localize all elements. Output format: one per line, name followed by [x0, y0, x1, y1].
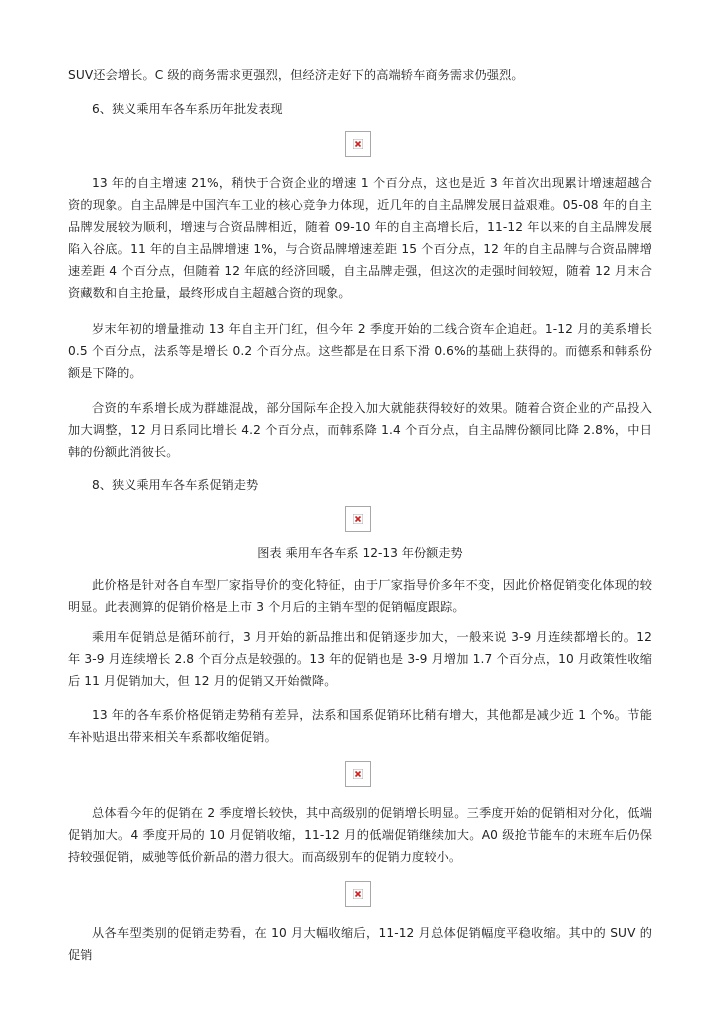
broken-image-icon — [353, 139, 363, 149]
broken-image-icon — [353, 769, 363, 779]
broken-image-4 — [345, 881, 371, 907]
broken-image-1 — [345, 131, 371, 157]
paragraph-overall-promotion: 总体看今年的促销在 2 季度增长较快，其中高级别的促销增长明显。三季度开始的促销相对分化，低端促销加大。4 季度开局的 10 月促销收缩，11-12 月的低端促销继续加大。A0 级抢节能车的末班车后仍保持较强促销，威驰等低价新品的潜力很大。而高级别车的促销力度较小。 — [68, 806, 652, 864]
section-heading-8: 8、狭义乘用车各车系促销走势 — [92, 478, 259, 492]
broken-image-2 — [345, 506, 371, 532]
paragraph-year-start: 岁末年初的增量推动 13 年自主开门红，但今年 2 季度开始的二线合资车企追赶。1-12 月的美系增长 0.5 个百分点，法系等是增长 0.2 个百分点。这些都是在日系下滑 0.6%的基础上获得的。而德系和韩系份额是下降的。 — [68, 322, 652, 380]
paragraph-vehicle-type-promotion: 从各车型类别的促销走势看，在 10 月大幅收缩后，11-12 月总体促销幅度平稳收缩。其中的 SUV 的促销 — [68, 926, 652, 962]
paragraph-price-promotion: 此价格是针对各自车型厂家指导价的变化特征，由于厂家指导价多年不变，因此价格促销变化体现的较明显。此表测算的促销价格是上市 3 个月后的主销车型的促销幅度跟踪。 — [68, 578, 652, 614]
paragraph-suv-growth: SUV还会增长。C 级的商务需求更强烈，但经济走好下的高端轿车商务需求仍强烈。 — [68, 68, 524, 82]
broken-image-icon — [353, 889, 363, 899]
paragraph-own-brand-growth: 13 年的自主增速 21%，稍快于合资企业的增速 1 个百分点，这也是近 3 年首次出现累计增速超越合资的现象。自主品牌是中国汽车工业的核心竞争力体现，近几年的自主品牌发展日益艰难。05-08 年的自主品牌发展较为顺利，增速与合资品牌相近，随着 09-10 年的自主高增长后，11-12 年以来的自主品牌发展陷入谷底。11 年的自主品牌增速 1%，与合资品牌增速差距 15 个百分点，12 年的自主品牌与合资品牌增速差距 4 个百分点，但随着 12 年底的经济回暖，自主品牌走强，但这次的走强时间较短，随着 12 月末合资藏数和自主抢量，最终形成自主超越合资的现象。 — [68, 176, 652, 300]
paragraph-series-promotion: 13 年的各车系价格促销走势稍有差异，法系和国系促销环比稍有增大，其他都是减少近 1 个%。节能车补贴退出带来相关车系都收缩促销。 — [68, 708, 652, 744]
section-heading-6: 6、狭义乘用车各车系历年批发表现 — [92, 102, 283, 116]
paragraph-jv-competition: 合资的车系增长成为群雄混战，部分国际车企投入加大就能获得较好的效果。随着合资企业的产品投入加大调整，12 月日系同比增长 4.2 个百分点，而韩系降 1.4 个百分点，自主品牌份额同比降 2.8%，中日韩的份额此消彼长。 — [68, 401, 652, 459]
paragraph-promotion-cycle: 乘用车促销总是循环前行，3 月开始的新品推出和促销逐步加大，一般来说 3-9 月连续都增长的。12 年 3-9 月连续增长 2.8 个百分点是较强的。13 年的促销也是 3-9 月增加 1.7 个百分点，10 月政策性收缩后 11 月促销加大，但 12 月的促销又开始微降。 — [68, 630, 652, 688]
figure-caption: 图表 乘用车各车系 12-13 年份额走势 — [257, 546, 463, 560]
broken-image-3 — [345, 761, 371, 787]
broken-image-icon — [353, 514, 363, 524]
